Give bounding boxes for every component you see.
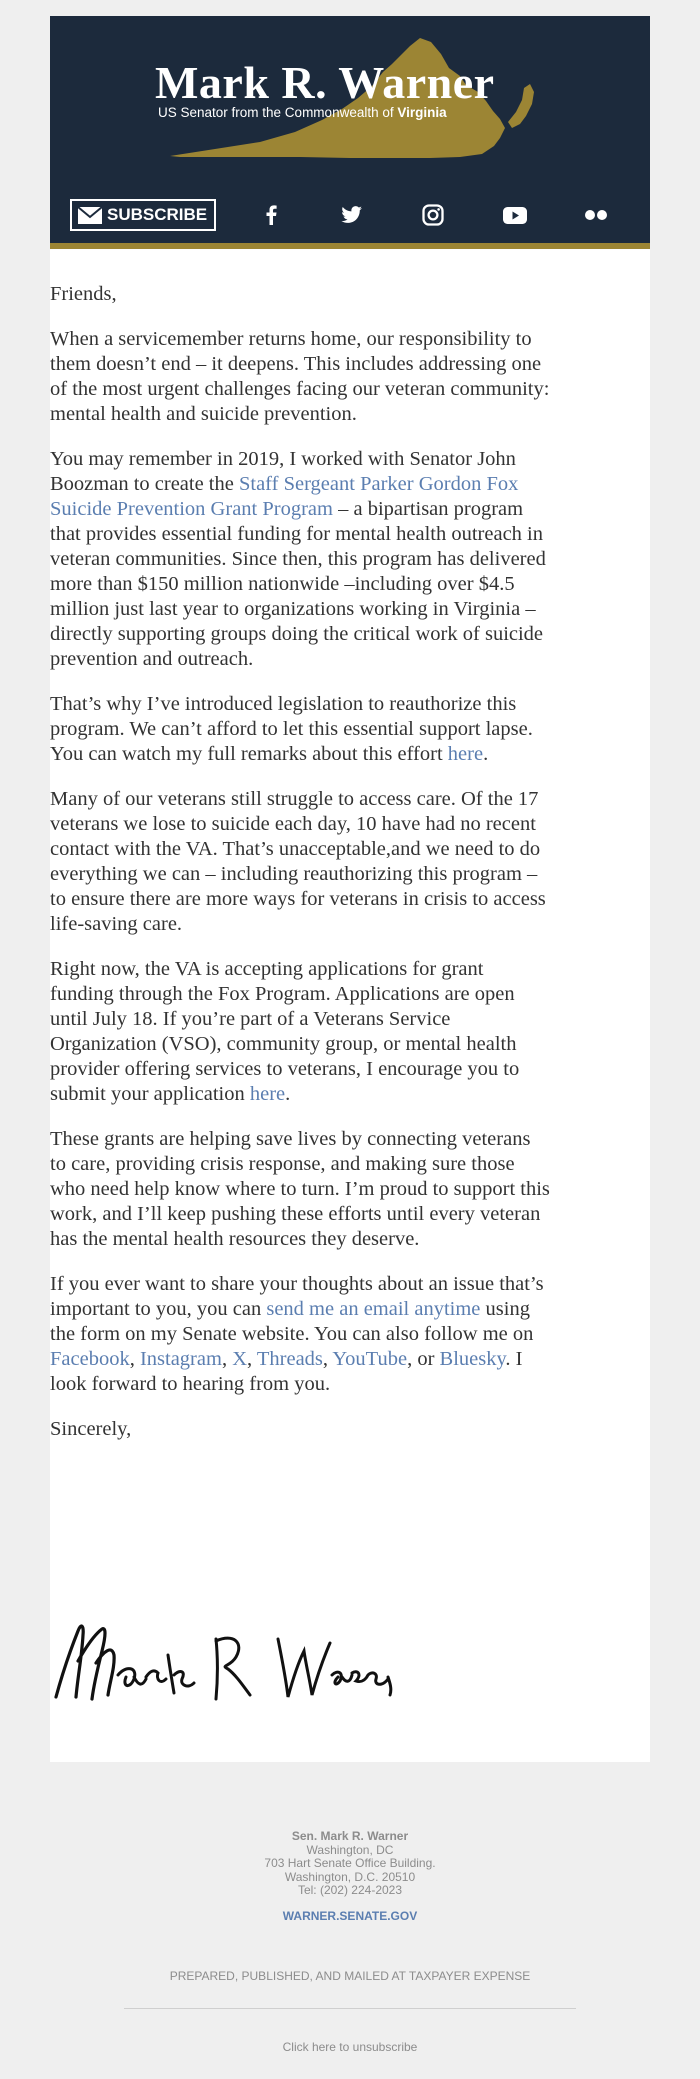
facebook-icon [265, 205, 277, 225]
subscribe-button[interactable] [70, 199, 216, 231]
youtube-link[interactable] [500, 200, 530, 230]
twitter-icon [341, 206, 363, 224]
email-link[interactable]: send me an email anytime [266, 1298, 481, 1320]
paragraph: When a servicemember returns home, our responsibility to them doesn’t end – it deepens. This includes addressing one of the most urgent challenges facing our veteran community: mental health and suicide prevention. [50, 328, 550, 425]
message-body [50, 282, 550, 1442]
instagram-text-link[interactable]: Instagram [139, 1348, 222, 1370]
paragraph: Right now, the VA is accepting applications for grant funding through the Fox Program. Applications are open until July 18. If you’re part of a Veterans Service Organization (VSO), community group, or mental health provider offering services to veterans, I encourage you to submit your application here. [50, 958, 520, 1105]
remarks-link[interactable]: here [447, 743, 484, 765]
facebook-text-link[interactable]: Facebook [50, 1348, 130, 1370]
greeting: Friends, [50, 283, 117, 305]
paragraph: These grants are helping save lives by connecting veterans to care, providing crisis response, and making sure those who need help know where to turn. I’m proud to support this work, and I’ll keep pushing these efforts until every veteran has the mental health resources they deserve. [50, 1128, 550, 1250]
unsubscribe-link[interactable]: Click here to unsubscribe [282, 2040, 418, 2054]
sender-name: Mark R. Warner [155, 57, 495, 108]
x-text-link[interactable]: X [232, 1348, 247, 1370]
application-link[interactable]: here [249, 1083, 286, 1105]
fox-program-link[interactable]: Staff Sergeant Parker Gordon Fox Suicide Prevention Grant Program [50, 473, 519, 520]
paragraph: If you ever want to share your thoughts about an issue that’s important to you, you can send me an email anytime using the form on my Senate website. You can also follow me on Facebook, Instagram, X, Threads, YouTube, or Bluesky. I look forward to hearing from you. [50, 1273, 544, 1395]
bluesky-text-link[interactable]: Bluesky [439, 1348, 506, 1370]
envelope-icon [77, 206, 103, 225]
footer-address [0, 1830, 700, 1923]
footer-city-zip: Washington, D.C. 20510 [284, 1869, 416, 1884]
footer-divider [124, 2008, 576, 2009]
instagram-link[interactable] [418, 200, 448, 230]
subscribe-label: SUBSCRIBE [107, 205, 208, 224]
sender-tagline: US Senator from the Commonwealth of Virginia [158, 105, 447, 120]
flickr-link[interactable] [581, 200, 611, 230]
footer-name: Sen. Mark R. Warner [291, 1829, 409, 1843]
youtube-icon [503, 207, 527, 224]
closing: Sincerely, [50, 1418, 132, 1440]
twitter-link[interactable] [337, 200, 367, 230]
paragraph: You may remember in 2019, I worked with Senator John Boozman to create the Staff Sergeant Parker Gordon Fox Suicide Prevention Grant Program – a bipartisan program that provides essential funding for mental health outreach in veteran communities. Since then, this program has delivered more than $150 million nationwide –including over $4.5 million just last year to organizations working in Virginia – directly supporting groups doing the critical work of suicide prevention and outreach. [50, 448, 546, 670]
email-header [50, 16, 650, 243]
disclaimer: PREPARED, PUBLISHED, AND MAILED AT TAXPAYER EXPENSE [169, 1969, 531, 1983]
facebook-link[interactable] [256, 200, 286, 230]
youtube-text-link[interactable]: YouTube [332, 1348, 408, 1370]
header-divider [50, 243, 650, 249]
footer-phone: Tel: (202) 224-2023 [297, 1883, 403, 1897]
signature [48, 1615, 408, 1710]
website-link[interactable]: WARNER.SENATE.GOV [282, 1908, 418, 1923]
paragraph: That’s why I’ve introduced legislation to reauthorize this program. We can’t afford to let this essential support lapse. You can watch my full remarks about this effort here. [50, 693, 533, 765]
paragraph: Many of our veterans still struggle to access care. Of the 17 veterans we lose to suicide each day, 10 have had no recent contact with the VA. That’s unacceptable,and we need to do everything we can – including reauthorizing this program – to ensure there are more ways for veterans in crisis to access life-saving care. [50, 788, 546, 935]
footer-office: 703 Hart Senate Office Building. [264, 1856, 436, 1870]
flickr-icon [584, 209, 608, 221]
threads-text-link[interactable]: Threads [256, 1348, 323, 1370]
footer-city: Washington, DC [306, 1842, 394, 1857]
instagram-icon [422, 204, 444, 226]
